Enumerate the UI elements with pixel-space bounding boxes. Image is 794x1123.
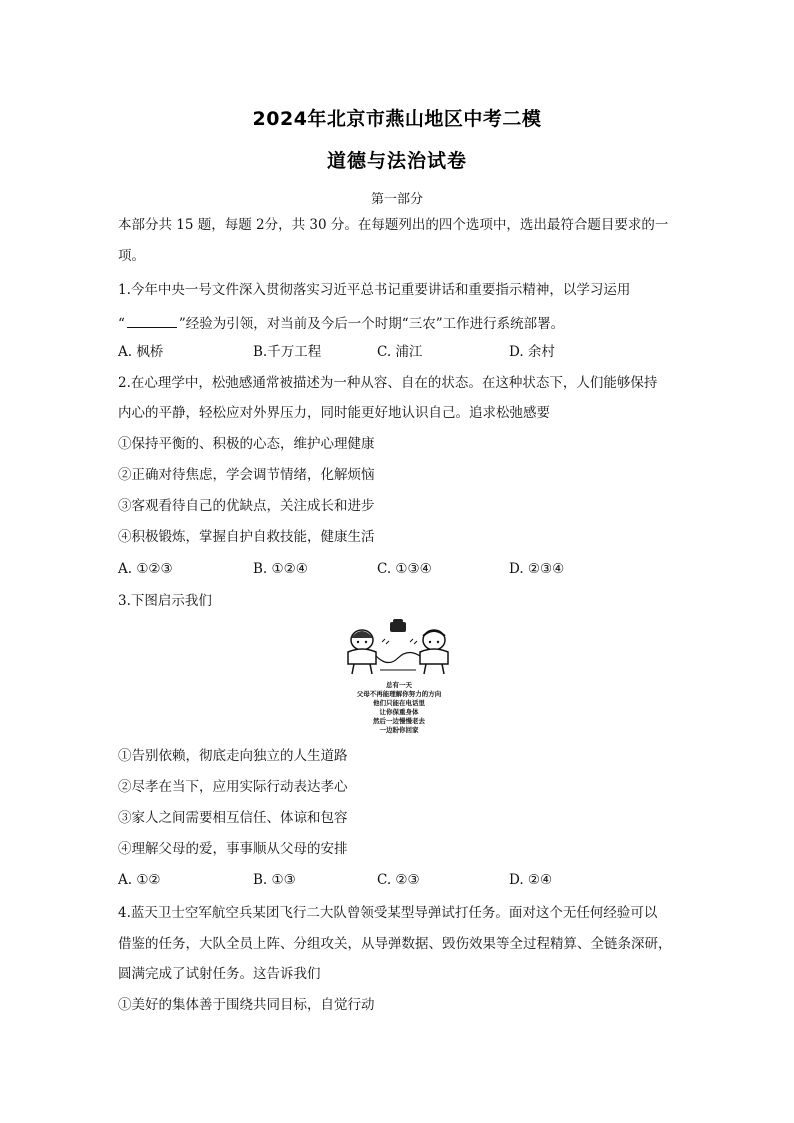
exam-subtitle: 道德与法治试卷	[326, 150, 467, 172]
q1-option-b: B.千万工程	[253, 344, 322, 360]
q2-option-b: B. ①②④	[253, 561, 308, 577]
q3-item-1: ①告别依赖，彻底走向独立的人生道路	[118, 748, 348, 764]
q4-stem-line-3: 圆满完成了试射任务。这告诉我们	[118, 966, 321, 982]
q2-item-4: ④积极锻炼，掌握自护自救技能，健康生活	[118, 529, 375, 545]
caption-line: 让你保重身体	[379, 708, 419, 716]
q3-item-4: ④理解父母的爱，事事顺从父母的安排	[118, 841, 348, 857]
q2-option-d: D. ②③④	[509, 561, 565, 577]
q1-option-d: D. 余村	[509, 344, 555, 360]
q4-stem-line-1: 4.蓝天卫士空军航空兵某团飞行二大队曾领受某型导弹试打任务。面对这个无任何经验可以	[118, 905, 658, 921]
q1-option-a: A. 枫桥	[118, 344, 164, 360]
caption-line: 他们只能在电话里	[373, 699, 425, 707]
q3-cartoon-figure	[340, 618, 458, 736]
q4-stem-line-2: 借鉴的任务，大队全员上阵、分组攻关，从导弹数据、毁伤效果等全过程精算、全链条深研，	[118, 936, 672, 952]
caption-line: 然后一边慢慢老去	[373, 717, 425, 725]
q1-stem-line-2	[118, 315, 564, 332]
q2-item-1: ①保持平衡的、积极的心态，维护心理健康	[118, 436, 375, 452]
q1-open-quote: “	[118, 316, 125, 332]
q3-stem: 3.下图启示我们	[118, 593, 212, 609]
q2-stem-line-2: 内心的平静，轻松应对外界压力，同时能更好地认识自己。追求松弛感要	[118, 405, 550, 421]
q3-option-a: A. ①②	[118, 872, 161, 888]
cartoon-illustration	[340, 618, 458, 680]
exam-title: 2024年北京市燕山地区中考二模	[252, 108, 542, 130]
q3-item-2: ②尽孝在当下，应用实际行动表达孝心	[118, 779, 348, 795]
intro-line-2: 项。	[118, 248, 145, 264]
q3-option-c: C. ②③	[377, 872, 420, 888]
q3-item-3: ③家人之间需要相互信任、体谅和包容	[118, 810, 348, 826]
q2-option-a: A. ①②③	[118, 561, 173, 577]
cartoon-caption	[340, 681, 458, 735]
q2-item-2: ②正确对待焦虑，学会调节情绪，化解烦恼	[118, 467, 375, 483]
section-heading: 第一部分	[370, 192, 423, 207]
caption-line: 一边盼你回家	[379, 726, 419, 734]
caption-line: 总有一天	[386, 681, 412, 689]
q2-option-c: C. ①③④	[377, 561, 432, 577]
q1-stem-rest: ”经验为引领，对当前及今后一个时期“三农”工作进行系统部署。	[178, 316, 565, 332]
q2-stem-line-1: 2.在心理学中，松弛感通常被描述为一种从容、自在的状态。在这种状态下，人们能够保持	[118, 375, 658, 391]
q2-item-3: ③客观看待自己的优缺点，关注成长和进步	[118, 498, 375, 514]
intro-line-1: 本部分共 15 题，每题 2分，共 30 分。在每题列出的四个选项中，选出最符合题目要求的一	[118, 217, 669, 233]
q1-blank	[127, 315, 177, 328]
q4-item-1: ①美好的集体善于围绕共同目标，自觉行动	[118, 997, 375, 1013]
caption-line: 父母不再能理解你努力的方向	[356, 690, 442, 698]
q1-option-c: C. 浦江	[377, 344, 423, 360]
q3-option-b: B. ①③	[253, 872, 296, 888]
q1-stem-line-1: 1.今年中央一号文件深入贯彻落实习近平总书记重要讲话和重要指示精神，以学习运用	[118, 282, 631, 298]
q3-option-d: D. ②④	[509, 872, 553, 888]
